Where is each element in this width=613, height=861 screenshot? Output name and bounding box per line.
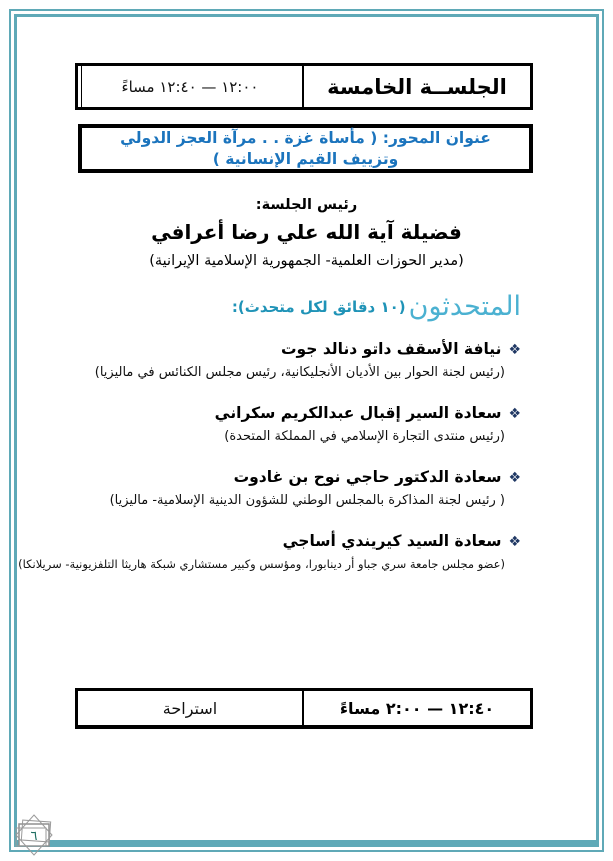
page-number: ٦ <box>30 829 38 844</box>
session-header-box <box>75 63 533 110</box>
list-item <box>18 531 521 572</box>
diamond-bullet-icon: ❖ <box>508 342 521 358</box>
speaker-name <box>36 339 521 360</box>
speaker-role: (عضو مجلس جامعة سري جباو أر دينابورا، ومؤسس وكبير مستشاري شبكة هاريثا التلفزيونية- سريلانكا) <box>18 557 505 572</box>
break-time: ١٢:٤٠ — ٢:٠٠ مساءً <box>339 698 495 718</box>
list-item <box>36 467 521 510</box>
speaker-name-text: سعادة الدكتور حاجي نوح بن غادوت <box>233 468 502 487</box>
chair-affiliation: (مدير الحوزات العلمية- الجمهورية الإسلامية الإيرانية) <box>149 253 464 269</box>
speakers-heading <box>232 291 521 322</box>
diamond-bullet-icon: ❖ <box>508 406 521 423</box>
chair-name: فضيلة آية الله علي رضا أعرافي <box>151 220 462 244</box>
speaker-name-text: سعادة السير إقبال عبدالكريم سكراني <box>214 404 502 423</box>
speaker-name <box>36 531 521 552</box>
speaker-name-text: سعادة السيد كيريندي أساجي <box>282 532 502 551</box>
speakers-heading-word: المتحدثون <box>408 291 521 322</box>
session-chair-block <box>0 197 613 269</box>
chair-label: رئيس الجلسة: <box>255 197 358 213</box>
speaker-name <box>36 403 521 424</box>
speakers-heading-note: (١٠ دقائق لكل متحدث): <box>231 297 406 316</box>
session-time: ١٢:٠٠ — ١٢:٤٠ مساءً <box>78 66 304 107</box>
speaker-name <box>36 467 521 488</box>
speaker-role: (رئيس لجنة الحوار بين الأديان الأنجليكانية، رئيس مجلس الكنائس في ماليزيا) <box>94 364 505 380</box>
break-row-box <box>75 688 533 729</box>
speakers-list <box>18 339 521 593</box>
diamond-bullet-icon: ❖ <box>508 534 521 551</box>
list-item <box>36 403 521 446</box>
session-title: الجلســة الخامسة <box>327 74 507 99</box>
topic-box: عنوان المحور: ( مأساة غزة . . مرآة العجز الدولي وتزييف القيم الإنسانية ) <box>78 124 533 173</box>
speaker-name-text: نيافة الأسقف داتو دنالد جوت <box>280 340 502 358</box>
diamond-bullet-icon: ❖ <box>508 470 521 487</box>
page-number-ornament <box>13 812 55 856</box>
speaker-role: ( رئيس لجنة المذاكرة بالمجلس الوطني للشؤون الدينية الإسلامية- ماليزيا) <box>109 493 505 509</box>
break-label: استراحة <box>78 691 304 725</box>
list-item <box>36 339 521 382</box>
speaker-role: (رئيس منتدى التجارة الإسلامي في المملكة المتحدة) <box>224 429 505 445</box>
